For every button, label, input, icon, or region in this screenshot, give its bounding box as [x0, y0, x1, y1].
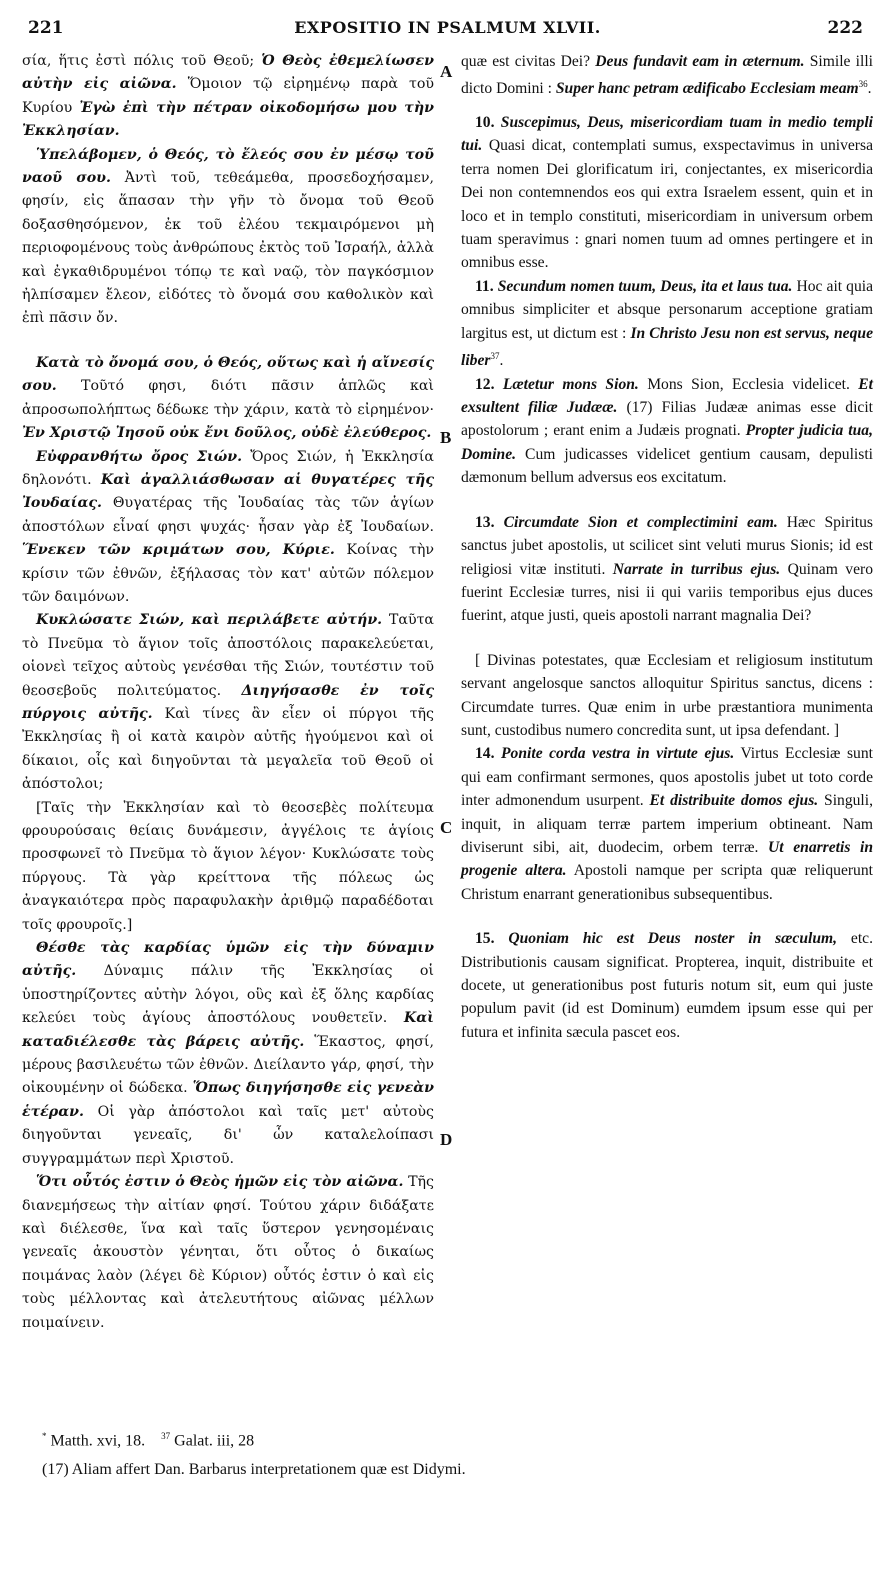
greek-paragraph-3: Κατὰ τὸ ὄνομά σου, ὁ Θεός, οὕτως καὶ ἡ αἴνεσίς σου. Τοῦτό φησι, διότι πᾶσιν ἁπλῶς καὶ ἀπροσωπολήπτως δέδωκε τὴν χάριν, κατὰ τὸ εἰρημένον· Ἐν Χριστῷ Ἰησοῦ οὐκ ἔνι δοῦλος, οὐδὲ ἐλεύθερος.	[22, 354, 434, 442]
margin-letter-c: C	[440, 818, 453, 837]
greek-column	[22, 50, 434, 1335]
footnote-line-2: (17) Aliam affert Dan. Barbarus interpretationem quæ est Didymi.	[42, 1461, 466, 1479]
footnotes	[42, 1422, 466, 1484]
latin-paragraph-13: 13. Circumdate Sion et complectimini eam. Hæc Spiritus sanctus jubet apostolis, ut scilicet sint veluti murus Sionis; id est religiosi vitæ instituti. Narrate in turribus ejus. Quinam vero fuerint Ecclesiæ turres, nisi ii qui variis temporibus ejus duces fuerint, atque justi, queis apostoli narrant magnalia Dei?	[461, 513, 873, 625]
running-title: EXPOSITIO IN PSALMUM XLVII.	[294, 18, 601, 37]
greek-paragraph-1: σία, ἥτις ἐστὶ πόλις τοῦ Θεοῦ; Ὁ Θεὸς ἐθεμελίωσεν αὐτὴν εἰς αἰῶνα. Ὅμοιον τῷ εἰρημένῳ παρὰ τοῦ Κυρίου Ἐγὼ ἐπὶ τὴν πέτραν οἰκοδομήσω μου τὴν Ἐκκλησίαν.	[22, 53, 434, 140]
margin-letter-b: B	[440, 428, 452, 447]
greek-paragraph-5: Κυκλώσατε Σιών, καὶ περιλάβετε αὐτήν. Ταῦτα τὸ Πνεῦμα τὸ ἅγιον τοῖς ἀποστόλοις παρακελεύεται, οἱονεὶ τεῖχος αὐτοὺς γενέσθαι τῆς Σιών, τουτέστιν τοῦ θεοσεβοῦς πολιτεύματος. Διηγήσασθε ἐν τοῖς πύργοις αὐτῆς. Καὶ τίνες ἂν εἶεν οἱ πύργοι τῆς Ἐκκλησίας ἢ οἱ κατὰ καιρὸν αὐτῆς ἡγούμενοι καὶ οἱ δίκαιοι, οἷς καὶ διηγοῦνται τὰ μεγαλεῖα τοῦ Θεοῦ οἱ ἀπόστολοι;	[22, 612, 434, 793]
margin-letter-a: A	[440, 62, 453, 81]
latin-column	[461, 50, 873, 1335]
latin-paragraph-11: 11. Secundum nomen tuum, Deus, ita et laus tua. Hoc ait quia omnibus simpliciter et absque personarum acceptione gratiam largitus est, ut dictum est : In Christo Jesu non est servus, neque liber$^{37}$.	[461, 277, 873, 370]
greek-paragraph-4: Εὐφρανθήτω ὄρος Σιών. Ὄρος Σιών, ἡ Ἐκκλησία δηλονότι. Καὶ ἀγαλλιάσθωσαν αἱ θυγατέρες τῆς Ἰουδαίας. Θυγατέρας τῆς Ἰουδαίας τὰς τῶν ἁγίων ἀποστόλων εἶναί φησι ψυχάς· ἦσαν γὰρ ἐξ Ἰουδαίων. Ἕνεκεν τῶν κριμάτων σου, Κύριε. Κοίνας τὴν κρίσιν τῶν ἐθνῶν, ἐξήλασας τὸν κατ' αὐτῶν πόλεμον τῶν δαιμόνων.	[22, 448, 435, 605]
greek-paragraph-8: Ὅτι οὗτός ἐστιν ὁ Θεὸς ἡμῶν εἰς τὸν αἰῶνα. Τῆς διανεμήσεως τὴν αἰτίαν φησί. Τούτου χάριν διδάξατε καὶ διέλεσθε, ἵνα καὶ ταῖς ὕστερον γενησομέναις γενεαῖς ἀκουστὸν γένηται, ὅτι οὗτος ὁ δικαίως ποιμάνας λαὸν (λέγει δὲ Κύριον) οὗτός ἐστιν ὁ καὶ εἰς τοὺς μέλλοντας καὶ ἀτελευτήτους αἰῶνας μέλλων ποιμαίνειν.	[22, 1174, 434, 1331]
greek-paragraph-6: [Ταῖς τὴν Ἐκκλησίαν καὶ τὸ θεοσεβὲς πολίτευμα φρουρούσαις θείαις δυνάμεσιν, ἀγγέλοις τε ἁγίοις προσφωνεῖ τὸ Πνεῦμα τὸ ἅγιον λέγον· Κυκλώσατε τοὺς πύργους. Τὰ γὰρ κρείττονα τῆς πόλεως ὡς ἀναγκαιότερα πρὸς παραφυλακὴν ἀριθμῷ παραδέδοται τοῖς φρουροῖς.]	[22, 799, 434, 933]
latin-paragraph-12: 12. Lætetur mons Sion. Mons Sion, Ecclesia videlicet. Et exsultent filiæ Judææ. (17) Filias Judææ animas esse dicit apostolorum ; erant enim a Judæis prognati. Propter judicia tua, Domine. Cum judicasses videlicet gentium causam, depulisti dæmonum bellum adversus eos excitatum.	[461, 375, 874, 487]
latin-paragraph-bracket: [ Divinas potestates, quæ Ecclesiam et religiosum institutum servant angelosque sanctos alloquitur Spiritus sanctus, dicens : Circumdate turres. Quæ enim in urbe præstantiora munimenta sunt, custodibus numero concredita sunt, ut ipsa defendant. ]	[461, 651, 873, 739]
footnote-ref-37: 37	[490, 351, 500, 362]
greek-paragraph-2: Ὑπελάβομεν, ὁ Θεός, τὸ ἔλεός σου ἐν μέσῳ τοῦ ναοῦ σου. Ἀντὶ τοῦ, τεθεάμεθα, προσεδοχήσαμεν, φησίν, εἰς ἅπασαν τὴν γῆν τὸ ὄνομα τοῦ Θεοῦ δοξασθησόμενον, ἐκ τοῦ ἐλέου τεκμαιρόμενοι μὴ περιοφομένους τοὺς ἀνθρώπους ἐκτὸς τοῦ Ἰσραήλ, ἀλλὰ καὶ ἐγκαθιδρυμένοι τόπῳ τε καὶ ναῷ, τὸν παγκόσμιον ἠλπίσαμεν ἔλεον, εἰδότες τὸ ὄνομά σου καθολικὸν καὶ ἐπὶ πᾶσιν ὄν.	[22, 146, 434, 327]
footnote-line-1: * Matth. xvi, 18. $^{37}$ Galat. iii, 28	[42, 1431, 255, 1450]
greek-paragraph-7: Θέσθε τὰς καρδίας ὑμῶν εἰς τὴν δύναμιν αὐτῆς. Δύναμις πάλιν τῆς Ἐκκλησίας οἱ ὑποστηρίζοντες αὐτὴν λόγοι, οὓς καὶ ἐξ ὅλης καρδίας κελεύει τοὺς ἁγίους ἀποστόλους νουθετεῖν. Καὶ καταδιέλεσθε τὰς βάρεις αὐτῆς. Ἕκαστος, φησί, μέρους βασιλευέτω τῶν ἐθνῶν. Διείλαντο γάρ, φησί, τὴν οἰκουμένην οἱ δώδεκα. Ὅπως διηγήσησθε εἰς γενεὰν ἑτέραν. Οἱ γὰρ ἀπόστολοι καὶ ταῖς μετ' αὐτοὺς διηγοῦνται γενεαῖς, δι' ὧν καταλελοίπασι συγγραμμάτων περὶ Χριστοῦ.	[22, 940, 434, 1167]
latin-paragraph-14: 14. Ponite corda vestra in virtute ejus. Virtus Ecclesiæ sunt qui eam confirmant sermones, quos apostolis jubet ut toto corde inter admonendum usurpent. Et distribuite domos ejus. Singuli, inquit, in aliquam terræ partem imperium obtineant. Nam diviserunt sibi, ait, duodecim, orbem terræ. Ut enarretis in progenie altera. Apostoli namque per scripta quæ reliquerunt Christum enarrant generationibus subsequentibus.	[461, 745, 874, 903]
latin-paragraph-1: quæ est civitas Dei? Deus fundavit eam in æternum. Simile illi dicto Domini : Super hanc petram ædificabo Ecclesiam meam$^{36}$.	[461, 53, 873, 98]
page-header	[22, 18, 873, 46]
page-number-right: 222	[827, 18, 863, 38]
page-number-left: 221	[28, 18, 64, 38]
latin-paragraph-15: 15. Quoniam hic est Deus noster in sæculum, etc. Distributionis causam significat. Propterea, inquit, distribuite et docete, ut generationibus post futuris notum sit, eum qui juste populum pavit (id est Dominum) eumdem ipsum esse qui per futura et infinita sæcula pascet eos.	[461, 930, 873, 1041]
two-column-body	[22, 50, 873, 1335]
latin-paragraph-10: 10. Suscepimus, Deus, misericordiam tuam in medio templi tui. Quasi dicat, contemplati sumus, exspectavimus in universa terra nomen Dei glorificatum iri, conjectantes, ex misericordia Dei non contemnendos eos qui extra Israelem essent, quin et in loco et in templo constituti, misericordiam in universum orbem tuam speravimus : gnari nomen tuum ad omnes pertingere et in omnibus esse.	[461, 114, 873, 272]
margin-letter-d: D	[440, 1130, 453, 1149]
footnote-ref-36: 36	[858, 79, 868, 90]
